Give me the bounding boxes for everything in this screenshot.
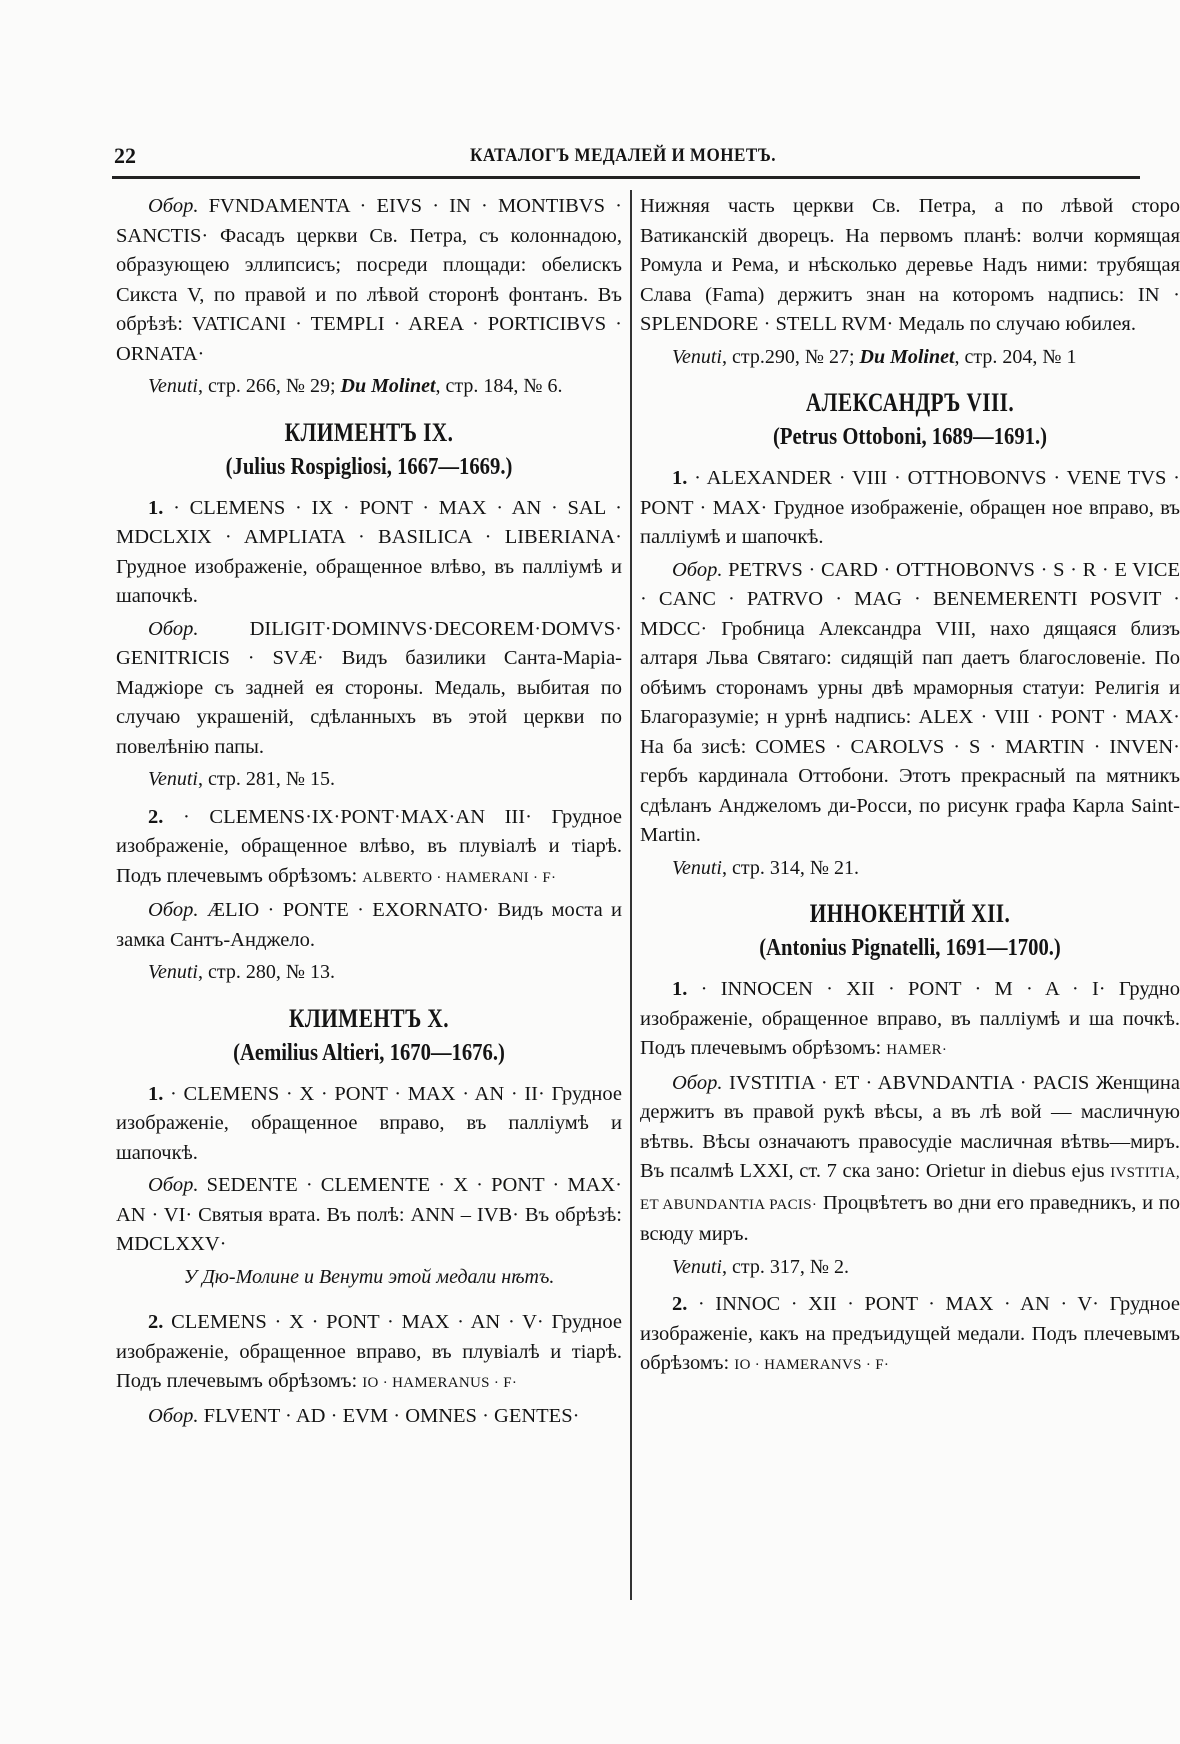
section-subheading: (Petrus Ottoboni, 1689—1691.) <box>772 424 1048 450</box>
section-heading: КЛИМЕНТЪ X. <box>289 1003 449 1033</box>
ref-source: Venuti <box>148 961 198 983</box>
entry-body: Нижняя часть церкви Св. Петра, а по лѣвой сторо Ватиканскій дворецъ. На первомъ планѣ: волчи кормящая Ромула и Рема, и нѣсколько деревье Надъ ними: трубящая Слава (Fama) держитъ знан на которомъ надпись: IN · SPLENDORE · STELL RVM· Медаль по случаю юбилея. <box>640 195 1180 335</box>
entry-body: · INNOC · XII · PONT · MAX · AN · V· Грудное изображеніе, какъ на предъидущей медали. Подъ плечевымъ обрѣзомъ: <box>640 1293 1180 1374</box>
ref-text: , стр. 204, № 1 <box>954 345 1077 368</box>
small-caps-inscription: IVSTITIA, ET ABUNDANTIA PACIS· <box>640 1165 1180 1213</box>
editorial-note <box>116 1263 622 1293</box>
ref-text: , стр.290, № 27; <box>722 345 860 368</box>
small-caps-inscription: IO · HAMERANVS · F· <box>734 1357 890 1373</box>
right-column <box>640 192 1180 1384</box>
entry-text <box>116 896 622 955</box>
section-heading: ИННОКЕНТІЙ XII. <box>809 899 1011 928</box>
obor-label: Обор. <box>672 558 723 581</box>
obor-label: Обор. <box>148 899 199 921</box>
entry-text <box>116 192 622 369</box>
entry-number: 2. <box>148 805 164 828</box>
entry-body: · CLEMENS · X · PONT · MAX · AN · II· Грудное изображеніе, обращенное вправо, въ палліумѣ и шапочкѣ. <box>116 1082 622 1164</box>
ref-text: , стр. 280, № 13. <box>198 961 335 983</box>
entry-number: 1. <box>148 496 164 519</box>
ref-source: Venuti <box>672 856 722 879</box>
entry-body: FLVENT · AD · EVM · OMNES · GENTES· <box>203 1404 580 1427</box>
entry-number: 2. <box>148 1311 164 1333</box>
entry-text <box>116 1308 622 1399</box>
small-caps-inscription: IO · HAMERANUS · F· <box>362 1375 518 1391</box>
entry-body: SEDENTE · CLEMENTE · X · PONT · MAX· AN · VI· Святыя врата. Въ полѣ: ANN – IVB· Въ обрѣзѣ: MDCLXXV· <box>116 1174 623 1255</box>
reference <box>148 958 622 988</box>
entry-text <box>640 192 1180 340</box>
ref-source: Venuti <box>672 345 722 368</box>
entry-text <box>640 1069 1180 1250</box>
note-text: У Дю-Молине и Венути этой медали нѣтъ. <box>183 1265 555 1288</box>
ref-text: , стр. 281, № 15. <box>198 768 335 790</box>
obor-label: Обор. <box>148 1174 199 1196</box>
reference <box>148 372 622 402</box>
obor-label: Обор. <box>672 1071 723 1094</box>
entry-number: 1. <box>672 978 688 1000</box>
ref-source: Venuti <box>672 1255 722 1278</box>
reference <box>672 1253 1180 1283</box>
header-rule <box>112 176 1140 179</box>
entry-text <box>116 615 622 763</box>
reference <box>672 854 1180 884</box>
obor-label: Обор. <box>148 1404 199 1427</box>
ref-text: , стр. 266, № 29; <box>198 375 341 397</box>
entry-text <box>116 1080 622 1169</box>
reference <box>672 343 1180 373</box>
entry-text <box>116 1402 622 1432</box>
entry-text <box>116 494 622 612</box>
entry-body: · INNOCEN · XII · PONT · M · A · I· Грудно изображеніе, обращенное вправо, въ палліумѣ и ша почкѣ. Подъ плечевымъ обрѣзомъ: <box>640 978 1180 1059</box>
entry-body: · CLEMENS · IX · PONT · MAX · AN · SAL · MDCLXIX · AMPLIATA · BASILICA · LIBERIANA· Грудное изображеніе, обращенное влѣво, въ палліумѣ и шапочкѣ. <box>116 496 622 607</box>
ref-text: , стр. 184, № 6. <box>435 375 563 397</box>
section-heading: АЛЕКСАНДРЪ VIII. <box>805 388 1015 417</box>
obor-label: Обор. <box>148 195 199 217</box>
page-number: 22 <box>114 143 136 168</box>
ref-source: Venuti <box>148 375 198 397</box>
small-caps-inscription: ALBERTO · HAMERANI · F· <box>362 869 557 886</box>
entry-text <box>116 1171 622 1260</box>
entry-body: PETRVS · CARD · OTTHOBONVS · S · R · E VICE · CANC · PATRVO · MAG · BENEMERENTI POSVIT · MDCC· Гробница Александра VIII, нахо дящаяся близъ алтаря Льва Святаго: сидящій пап даетъ благословеніе. По обѣимъ сторонамъ урны двѣ мраморныя статуи: Религія и Благоразуміе; н урнѣ надпись: ALEX · VIII · PONT · MAX· На ба зисѣ: COMES · CAROLVS · S · MARTIN · INVEN· гербъ кардинала Оттобони. Этотъ прекрасный па мятникъ сдѣланъ Анджеломъ ди-Росси, по рисунк графа Карла Saint-Martin. <box>640 558 1180 846</box>
section-heading: КЛИМЕНТЪ IX. <box>284 417 454 447</box>
ref-source: Venuti <box>148 768 198 790</box>
entry-body: IVSTITIA · ET · ABVNDANTIA · PACIS Женщина держитъ въ правой рукѣ вѣсы, а въ лѣ вой — масличную вѣтвь. Вѣсы означаютъ правосудіе масличная вѣтвь—миръ. Въ псалмѣ LXXI, ст. 7 ска зано: Orietur in diebus ejus <box>640 1071 1180 1182</box>
entry-body: Процвѣтетъ во дни его праведникъ, и по всюду миръ. <box>640 1191 1180 1245</box>
entry-text <box>640 464 1180 553</box>
entry-number: 1. <box>148 1082 164 1105</box>
reference <box>148 765 622 795</box>
section-subheading: (Julius Rospigliosi, 1667—1669.) <box>225 453 513 480</box>
entry-body: FVNDAMENTA · EIVS · IN · MONTIBVS · SANCTIS· Фасадъ церкви Св. Петра, съ колоннадою, образующею эллипсисъ; посреди площади: обелискъ Сикста V, по правой и по лѣвой сторонѣ фонтанъ. Въ обрѣзѣ: VATICANI · TEMPLI · AREA · PORTICIBVS · ORNATA· <box>116 195 622 365</box>
ref-text: , стр. 314, № 21. <box>722 856 859 879</box>
ref-text: , стр. 317, № 2. <box>722 1255 849 1278</box>
obor-label: Обор. <box>148 617 199 640</box>
entry-number: 1. <box>672 467 688 489</box>
entry-body: ÆLIO · PONTE · EXORNATO· Видъ моста и замка Сантъ-Анджело. <box>116 899 622 951</box>
left-column <box>116 192 622 1434</box>
small-caps-inscription: HAMER· <box>886 1042 948 1058</box>
entry-body: DILIGIT·DOMINVS·DECOREM·DOMVS· GENITRICIS · SVÆ· Видъ базилики Санта-Маріа-Маджіоре съ задней ея стороны. Медаль, выбитая по случаю украшеній, сдѣланныхъ въ этой церкви по повелѣнію папы. <box>116 617 622 758</box>
entry-body: · ALEXANDER · VIII · OTTHOBONVS · VENE TVS · PONT · MAX· Грудное изображеніе, обращен ное вправо, въ палліумѣ и шапочкѣ. <box>640 467 1180 548</box>
entry-text <box>116 803 622 894</box>
entry-text <box>640 556 1180 851</box>
column-divider <box>630 190 632 1600</box>
entry-text <box>640 975 1180 1066</box>
ref-source: Du Molinet <box>859 345 955 368</box>
entry-body: · CLEMENS·IX·PONT·MAX·AN III· Грудное изображеніе, обращенное влѣво, въ плувіалѣ и тіарѣ. Подъ плечевымъ обрѣзомъ: <box>116 805 622 887</box>
ref-source: Du Molinet <box>340 375 436 397</box>
entry-text <box>640 1290 1180 1381</box>
running-title: КАТАЛОГЪ МЕДАЛЕЙ И МОНЕТЪ. <box>470 145 776 166</box>
entry-body: CLEMENS · X · PONT · MAX · AN · V· Грудное изображеніе, обращенное вправо, въ плувіалѣ и тіарѣ. Подъ плечевымъ обрѣзомъ: <box>116 1311 622 1392</box>
entry-number: 2. <box>672 1293 688 1315</box>
section-subheading: (Antonius Pignatelli, 1691—1700.) <box>759 935 1061 961</box>
section-subheading: (Aemilius Altieri, 1670—1676.) <box>233 1039 505 1066</box>
